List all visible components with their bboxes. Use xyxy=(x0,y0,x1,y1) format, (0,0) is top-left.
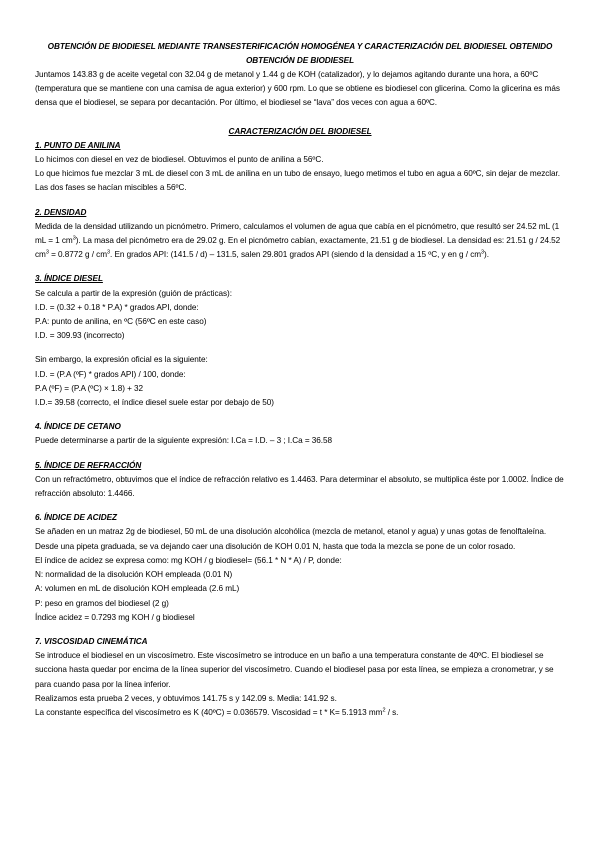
document-title: OBTENCIÓN DE BIODIESEL MEDIANTE TRANSESTERIFICACIÓN HOMOGÉNEA Y CARACTERIZACIÓN DEL BIODIESEL OBTENIDO xyxy=(47,42,553,51)
section-5-paragraph: Con un refractómetro, obtuvimos que el índice de refracción relativo es 1.4463. Para determinar el absoluto, se multiplica éste por 1.0002. Índice de refracción absoluto: 1.4466. xyxy=(35,474,564,499)
section-2-heading: 2. DENSIDAD xyxy=(35,207,87,217)
section-3-line: Se calcula a partir de la expresión (guión de prácticas): xyxy=(35,288,232,298)
section-6-heading: 6. ÍNDICE DE ACIDEZ xyxy=(35,513,117,523)
section-3-line: I.D. = (P.A (ºF) * grados API) / 100, donde: xyxy=(35,369,186,379)
section-3-line: P.A (ºF) = (P.A (ºC) × 1.8) + 32 xyxy=(35,383,144,393)
section-6-line: P: peso en gramos del biodiesel (2 g) xyxy=(35,598,169,608)
section-2-paragraph xyxy=(35,220,565,263)
superscript-3: 3 xyxy=(72,235,76,242)
section-1-paragraph-2: Lo que hicimos fue mezclar 3 mL de diesel con 3 mL de anilina en un tubo de ensayo, luego metimos el tubo en agua a 60ºC, sin dejar de mezclar. Las dos fases se hacían miscibles a 56ºC. xyxy=(35,169,561,193)
caracterizacion-title: CARACTERIZACIÓN DEL BIODIESEL xyxy=(228,126,372,136)
section-3-line: P.A: punto de anilina, en ºC (56ºC en este caso) xyxy=(35,317,207,327)
density-text-a: Medida de la densidad utilizando un picnómetro. Primero, calculamos el volumen de agua que cabía en el picnómetro, que resultó ser 24.52 mL (1 mL = 1 cm xyxy=(35,221,560,246)
density-text-b: ). La masa del picnómetro era de 29.02 g. En el picnómetro cabían, exactamente, 21.51 g de biodiesel. La densidad es: 21.51 g / 24.52 cm xyxy=(35,236,561,260)
superscript-3: 3 xyxy=(106,249,110,256)
superscript-3: 3 xyxy=(45,249,49,256)
document-page xyxy=(35,40,565,720)
section-4-paragraph: Puede determinarse a partir de la siguiente expresión: I.Ca = I.D. – 3 ; I.Ca = 36.58 xyxy=(35,436,333,446)
density-text-c: = 0.8772 g / cm xyxy=(48,250,107,260)
document-subtitle: OBTENCIÓN DE BIODIESEL xyxy=(245,56,355,65)
section-7-paragraph-1: Se introduce el biodiesel en un viscosímetro. Este viscosímetro se introduce en un baño a una temperatura constante de 40ºC. El biodiesel se succiona hasta quedar por encima de la línea superior del viscosímetro. Cuando el biodiesel pasa por esta línea, se empieza a cronometrar, y se para cuando pasa por la línea inferior. xyxy=(35,651,554,689)
section-1-heading: 1. PUNTO DE ANILINA xyxy=(35,140,121,150)
intro-paragraph: Juntamos 143.83 g de aceite vegetal con 32.04 g de metanol y 1.44 g de KOH (catalizador), y lo dejamos agitando durante una hora, a 60ºC (temperatura que se mantiene con una camisa de agua exterior) y 600 rpm. Lo que se obtiene es biodiesel con glicerina. Como la glicerina es más densa que el biodiesel, se separa por decantación. Por último, el biodiesel se “lava” dos veces con agua a 60ºC. xyxy=(35,70,560,108)
section-6-paragraph: Se añaden en un matraz 2g de biodiesel, 50 mL de una disolución alcohólica (mezcla de metanol, etanol y agua) y unas gotas de fenolftaleína. Desde una pipeta graduada, se va dejando caer una disolución de KOH 0.01 N, hasta que toda la mezcla se pone de un color rosado. xyxy=(35,527,547,551)
density-text-e: ). xyxy=(484,250,489,260)
section-7-heading: 7. VISCOSIDAD CINEMÁTICA xyxy=(35,636,148,646)
viscosity-text-b: / s. xyxy=(385,707,399,717)
density-text-d: . En grados API: (141.5 / d) – 131.5, salen 29.801 grados API (siendo d la densidad a 15 ºC, y en g / cm xyxy=(110,250,482,260)
section-6-line: A: volumen en mL de disolución KOH empleada (2.6 mL) xyxy=(35,584,240,594)
section-4-heading: 4. ÍNDICE DE CETANO xyxy=(35,422,121,432)
section-3-line: I.D.= 39.58 (correcto, el índice diesel suele estar por debajo de 50) xyxy=(35,398,274,408)
section-6-line: N: normalidad de la disolución KOH empleada (0.01 N) xyxy=(35,570,233,580)
section-6-line: Índice acidez = 0.7293 mg KOH / g biodiesel xyxy=(35,612,195,622)
viscosity-text-a: La constante específica del viscosímetro es K (40ºC) = 0.036579. Viscosidad = t * K= 5.1913 mm xyxy=(35,707,383,717)
section-3-heading: 3. ÍNDICE DIESEL xyxy=(35,274,103,284)
section-5-heading: 5. ÍNDICE DE REFRACCIÓN xyxy=(35,460,142,470)
section-1-paragraph-1: Lo hicimos con diesel en vez de biodiesel. Obtuvimos el punto de anilina a 56ºC. xyxy=(35,155,324,165)
section-3-line: Sin embargo, la expresión oficial es la siguiente: xyxy=(35,355,208,365)
superscript-3: 3 xyxy=(481,249,485,256)
section-3-line: I.D. = 309.93 (incorrecto) xyxy=(35,331,125,341)
section-7-paragraph-2: Realizamos esta prueba 2 veces, y obtuvimos 141.75 s y 142.09 s. Media: 141.92 s. xyxy=(35,693,337,703)
superscript-2: 2 xyxy=(382,707,386,714)
section-7-paragraph-3 xyxy=(35,706,565,720)
section-3-line: I.D. = (0.32 + 0.18 * P.A) * grados API, donde: xyxy=(35,302,199,312)
section-6-line: El índice de acidez se expresa como: mg KOH / g biodiesel= (56.1 * N * A) / P, donde: xyxy=(35,555,342,565)
